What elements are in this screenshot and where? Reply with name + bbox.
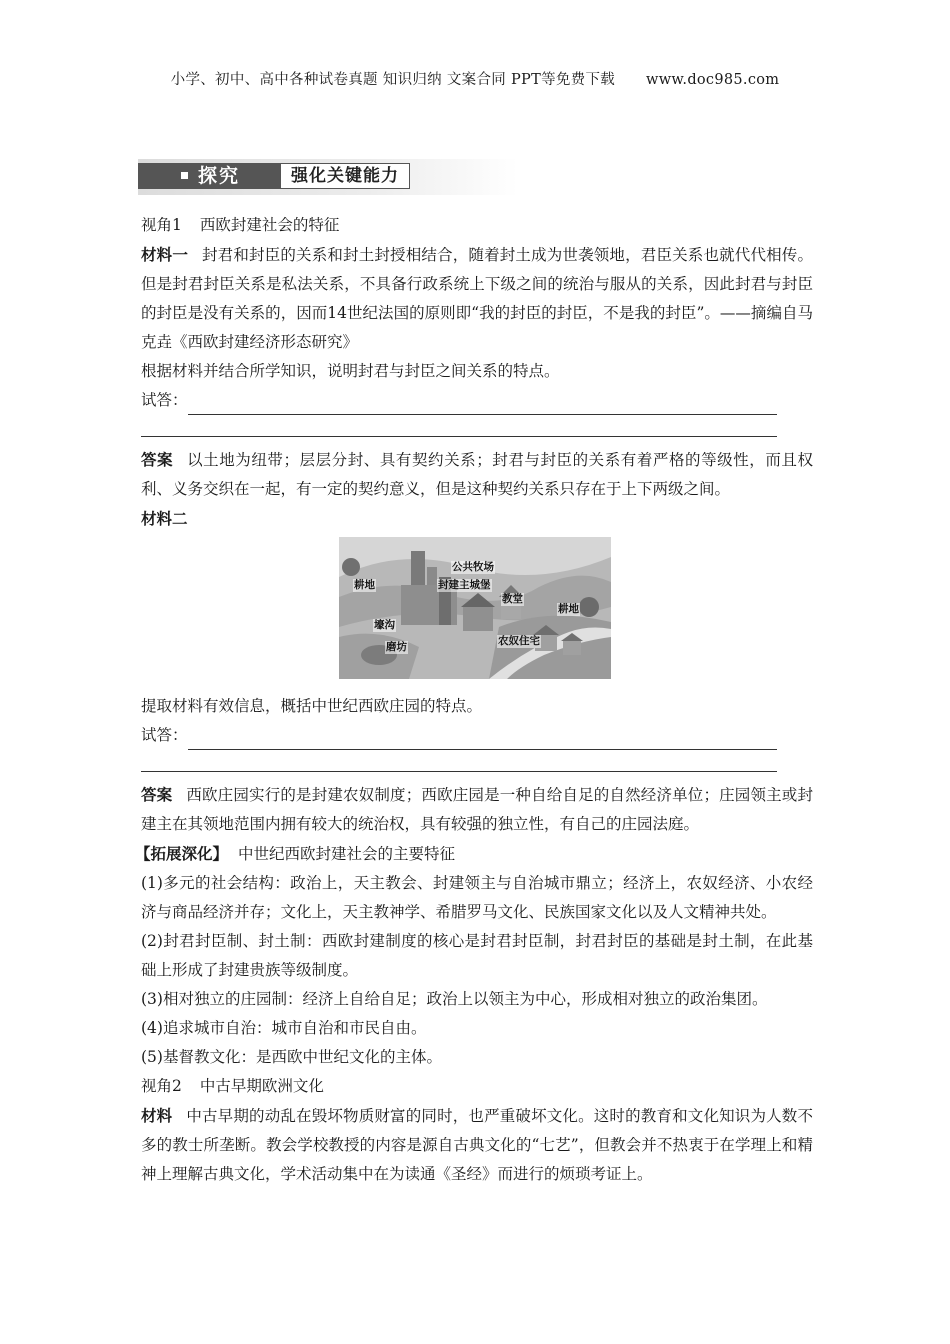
answer1-text: 以土地为纽带；层层分封、具有契约关系；封君与封臣的关系有着严格的等级性，而且权利、义务交织在一起，有一定的契约意义，但是这种契约关系只存在于上下两级之间。 [141,451,813,498]
answer-blank-2a[interactable] [188,731,777,750]
view2-heading [141,1072,813,1101]
view2-title: 中古早期欧洲文化 [199,1077,324,1095]
main-content [135,211,813,1189]
question1: 根据材料并结合所学知识，说明封君与封臣之间关系的特点。 [141,362,560,380]
header-site[interactable]: www.doc985.com [646,72,780,88]
try-answer-1 [141,386,813,415]
material1-text: 封君和封臣的关系和封土封授相结合，随着封土成为世袭领地，君臣关系也就代代相传。但是封君封臣关系是私法关系，不具备行政系统上下级之间的统治与服从的关系，因此封君与封臣的封臣是没有关系的，因而14世纪法国的原则即“我的封臣的封臣，不是我的封臣”。——摘编自马克垚《西欧封建经济形态研究》 [141,246,813,351]
page-header [0,68,950,89]
material3-text: 中古早期的动乱在毁坏物质财富的同时，也严重破坏文化。这时的教育和文化知识为人数不多的教士所垄断。教会学校教授的内容是源自古典文化的“七艺”，但教会并不热衷于在学理上和精神上理解古典文化，学术活动集中在为读通《圣经》而进行的烦琐考证上。 [141,1107,813,1183]
expand-item-1: (1)多元的社会结构：政治上，天主教会、封建领主与自治城市鼎立；经济上，农奴经济、小农经济与商品经济并存；文化上，天主教神学、希腊罗马文化、民族国家文化以及人文精神共处。 [141,874,813,921]
material1 [141,240,813,357]
label-farmland-right: 耕地 [558,603,579,615]
answer1 [141,445,813,504]
manor-figure-wrap [141,537,813,687]
answer-blank-2b[interactable] [141,753,777,772]
manor-illustration [339,537,611,679]
expand-item-2: (2)封君封臣制、封土制：西欧封建制度的核心是封君封臣制，封君封臣的基础是封土制，在此基础上形成了封建贵族等级制度。 [141,932,813,979]
label-castle: 封建主城堡 [438,579,491,591]
expand-heading [135,839,813,869]
material2-label-text: 材料二 [141,509,188,528]
answer-blank-1b[interactable] [141,418,777,437]
answer1-label: 答案 [141,450,174,469]
expand-label: 【拓展深化】 [135,844,229,863]
section-banner [138,159,518,195]
question2: 提取材料有效信息，概括中世纪西欧庄园的特点。 [141,697,483,715]
answer2-label: 答案 [141,785,173,804]
try-label-2: 试答： [141,726,188,744]
answer-blank-1a[interactable] [188,396,777,415]
material2-label [141,504,813,534]
label-church: 教堂 [502,593,523,605]
label-serf-houses: 农奴住宅 [498,635,540,647]
expand-item-3: (3)相对独立的庄园制：经济上自给自足；政治上以领主为中心，形成相对独立的政治集团。 [141,990,768,1008]
view2-num: 视角2 [141,1077,182,1095]
banner-label: 探究 [198,165,241,187]
label-public-pasture: 公共牧场 [452,561,494,573]
try-label-1: 试答： [141,391,188,409]
expand-item-5: (5)基督教文化：是西欧中世纪文化的主体。 [141,1048,442,1066]
try-answer-2 [141,721,813,750]
expand-title: 中世纪西欧封建社会的主要特征 [238,845,456,863]
view1-title: 西欧封建社会的特征 [199,216,340,234]
header-text: 小学、初中、高中各种试卷真题 知识归纳 文案合同 PPT等免费下载 [170,72,616,88]
view1-num: 视角1 [141,216,182,234]
material3 [141,1101,813,1189]
label-farmland-left: 耕地 [354,579,375,591]
expand-item-4: (4)追求城市自治：城市自治和市民自由。 [141,1019,427,1037]
view1-heading [141,211,813,240]
label-mill: 磨坊 [386,641,407,653]
material1-label: 材料一 [141,245,189,264]
square-bullet-icon [181,172,188,179]
material3-label: 材料 [141,1106,173,1125]
label-moat: 壕沟 [374,619,395,631]
answer2 [141,780,813,839]
answer2-text: 西欧庄园实行的是封建农奴制度；西欧庄园是一种自给自足的自然经济单位；庄园领主或封建主在其领地范围内拥有较大的统治权，具有较强的独立性，有自己的庄园法庭。 [141,786,813,833]
banner-box: 强化关键能力 [280,163,410,189]
